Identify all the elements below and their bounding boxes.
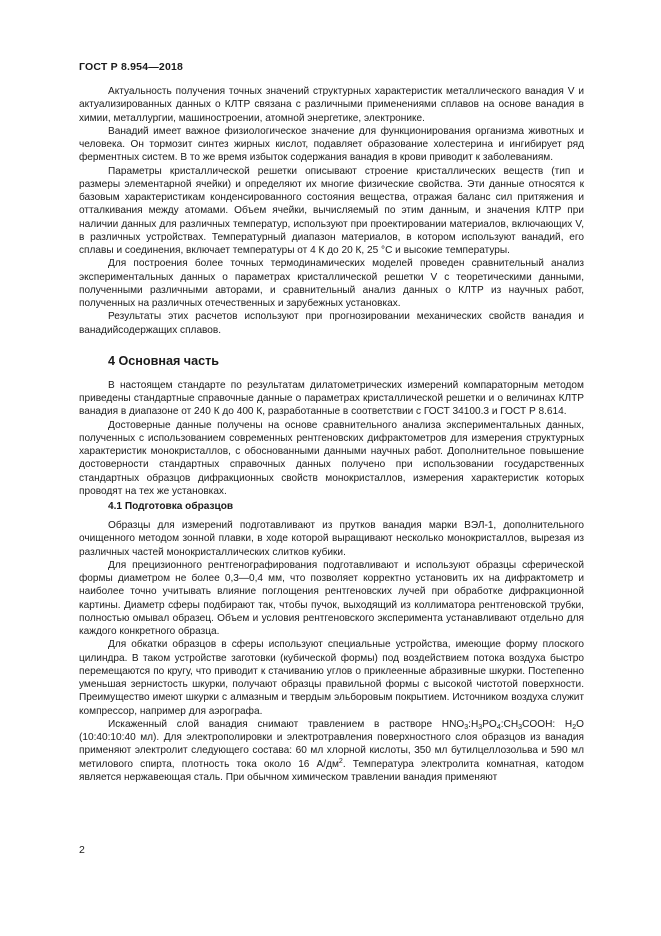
paragraph: Актуальность получения точных значений структурных характеристик металлического ванадия V и актуализированных данных о КЛТР связана с различными применениями сплавов на основе ванадия в химии, металлургии, машиностроении, атомной энергетике, электронике. <box>79 86 584 124</box>
document-body <box>79 85 584 784</box>
paragraph-etching <box>79 718 584 784</box>
subscript: 4 <box>496 723 501 731</box>
section-heading: 4 Основная часть <box>108 353 220 368</box>
text-run: CH <box>503 718 519 730</box>
subscript: 2 <box>572 723 577 731</box>
text-run: : <box>468 718 471 730</box>
text-run: . Температура электролита комнатная, катодом является нержавеющая сталь. При обычном химическом травлении ванадия применяют <box>79 758 584 783</box>
paragraph: Ванадий имеет важное физиологическое значение для функционирования организма животных и человека. Он тормозит синтез жирных кислот, подавляет образование холестерина и ингибирует ряд ферментных систем. В то же время избыток содержания ванадия в крови приводит к заболеваниям. <box>79 125 584 164</box>
paragraph: Достоверные данные получены на основе сравнительного анализа экспериментальных данных, полученных с использованием современных рентгеновских дифрактометров для измерения структурных характеристик монокристаллов, с обоснованными данными научных работ. Дополнительное повышение достоверности стандартных справочных данных получено при использовании государственных стандартных образцов дифракционных свойств монокристаллов, измерения характеристик которых проводят на тех же установках. <box>79 419 584 497</box>
paragraph: Образцы для измерений подготавливают из прутков ванадия марки ВЭЛ-1, дополнительного очищенного методом зонной плавки, в ходе которой выращивают несколько монокристаллов, вырезая из различных частей монокристаллических слитков кубики. <box>79 520 584 558</box>
text-run: PO <box>482 718 497 730</box>
paragraph: В настоящем стандарте по результатам дилатометрических измерений компараторным методом приведены стандартные справочные данные о параметрах кристаллической решетки и о величинах КЛТР ванадия в диапазоне от 240 К до 400 К, разработанные в соответствии с ГОСТ 34100.3 и ГОСТ Р 8.614. <box>79 379 584 418</box>
text-run: : <box>500 718 504 730</box>
document-header: ГОСТ Р 8.954—2018 <box>79 61 184 73</box>
paragraph: Результаты этих расчетов используют при прогнозировании механических свойств ванадия и ванадийсодержащих сплавов. <box>79 311 584 336</box>
subscript: 3 <box>518 723 523 731</box>
text-run: O <box>576 718 584 730</box>
text-run: H <box>470 718 479 730</box>
subscript: 3 <box>464 723 469 731</box>
subscript: 3 <box>478 723 483 731</box>
paragraph: Для построения более точных термодинамических моделей проведен сравнительный анализ экспериментальных данных о параметрах кристаллической решетки V с теоретическими данными, полученными различными авторами, и сравнительный анализ данных о КЛТР из научных работ, полученных на различных отечественных и зарубежных установках. <box>79 258 584 309</box>
text-run: COOH: H <box>522 718 573 730</box>
text-run: Искаженный слой ванадия снимают травлением в растворе HNO <box>108 718 465 730</box>
paragraph: Для обкатки образцов в сферы используют специальные устройства, имеющие форму плоского цилиндра. В таком устройстве заготовки (кубической формы) под воздействием потока воздуха быстро перемещаются по кругу, что приводит к стачиванию углов о приклеенные абразивные шкурки. Постепенно уменьшая зернистость шкурки, получают образцы правильной формы с высокой чистотой поверхности. Преимущество имеют шкурки с алмазным и твердым эльборовым покрытием. Источником воздуха служит компрессор, например для аэрографа. <box>79 639 584 717</box>
paragraph: Параметры кристаллической решетки описывают строение кристаллических веществ (тип и размеры элементарной ячейки) и определяют их многие физические свойства. Эти данные относятся к базовым характеристикам конденсированного состояния вещества, отражая баланс сил притяжения и отталкивания между атомами. Объем ячейки, вычисляемый по этим данным, и значения КЛТР при наличии данных для различных температур, используют при проектировании материалов, включающих V, в различных устройствах. Температурный диапазон материалов, в котором используют ванадий, его сплавы и соединения, включает температуры от 4 К до 20 К, 25 °С и высокие температуры. <box>79 165 584 256</box>
paragraph: Для прецизионного рентгенографирования подготавливают и используют образцы сферической формы диаметром не более 0,3—0,4 мм, что позволяет корректно установить их на дифрактометр и наиболее точно учитывать влияние поглощения рентгеновских лучей при обработке дифракционной картины. Диаметр сферы подбирают так, чтобы пучок, выходящий из коллиматора рентгеновской трубки, полностью омывал образец. Объем и условия рентгеновского эксперимента устанавливают отдельно для каждого конкретного образца. <box>79 559 584 637</box>
superscript: 2 <box>338 757 343 765</box>
page-number: 2 <box>79 844 85 856</box>
text-run: (10:40:10:40 мл). Для электрополировки и электротравления поверхностного слоя образцов из ванадия применяют электролит следующего состава: 60 мл хлорной кислоты, 350 мл бутилцеллозольва и 590 мл метилового спирта, плотность тока около 16 А/дм <box>79 732 584 770</box>
subsection-heading: 4.1 Подготовка образцов <box>108 501 234 512</box>
